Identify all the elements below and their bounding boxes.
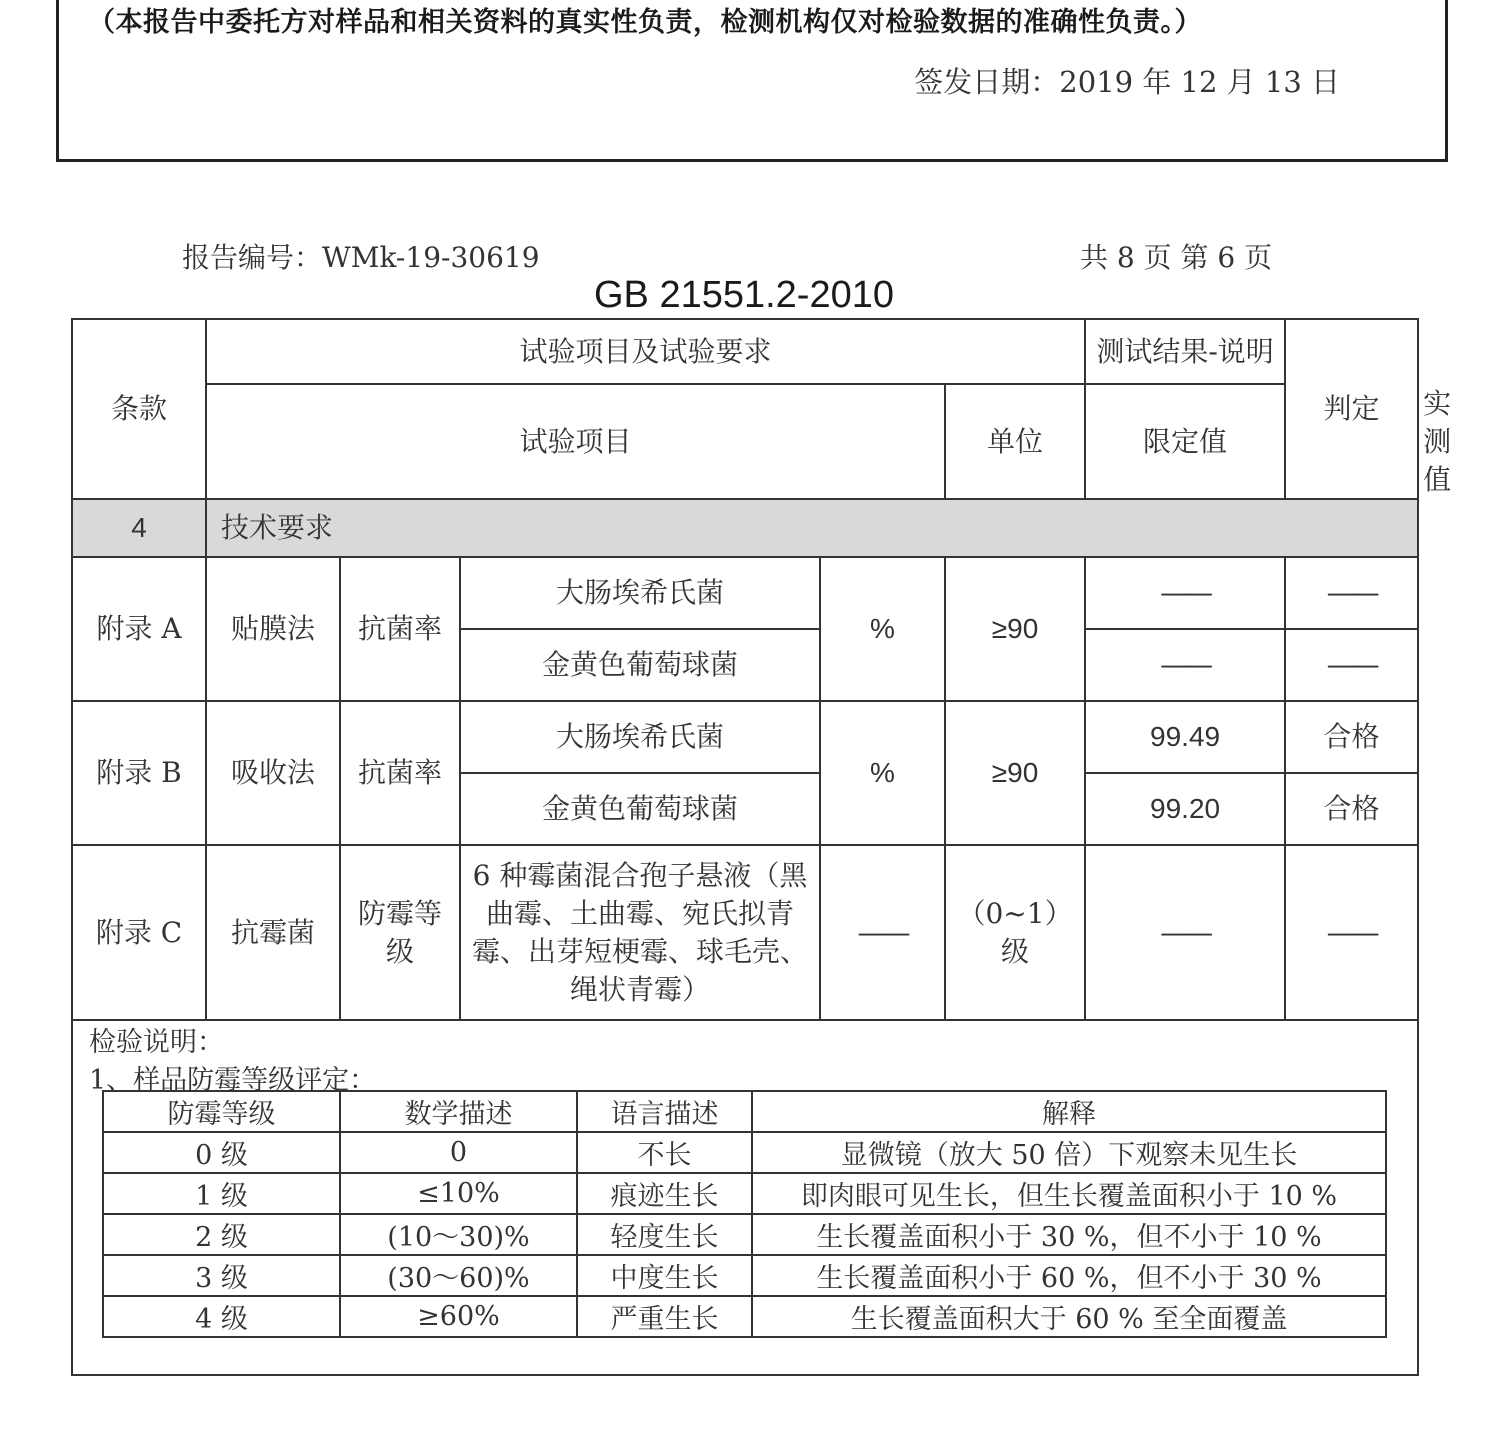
standard-title: GB 21551.2-2010 [593,274,894,316]
grade-cell: 2 级 [103,1214,340,1255]
table-row [103,1173,1386,1214]
grade-cell: 痕迹生长 [577,1173,752,1214]
clause-cell: 附录 A [72,557,206,701]
grade-cell: 严重生长 [577,1296,752,1337]
header-judgment: 判定 [1285,319,1418,499]
table-row [103,1255,1386,1296]
measured-cell: —— [1085,845,1285,1020]
test-results-table: 条款 试验项目及试验要求 测试结果-说明 判定 试验项目 单位 限定值 实测值 4 技术要求 附录 A 贴膜法 抗菌率 大肠埃希氏菌 % ≥90 —— —— 金黄色葡萄球菌 —— —— 附录 B 吸收法 抗菌率 大肠埃希氏菌 % ≥90 99.49 合格 金黄色葡萄球菌 99.20 合格 附录 C 抗霉菌 防霉等级 6 种霉菌混合孢子悬液（黑曲霉、土曲霉、宛氏拟青霉、出芽短梗霉、球毛壳、绳状青霉） —— （0~1）级 —— —— 检验说明： 1、样品防霉等级评定： [71,318,1419,1376]
method-cell: 贴膜法 [206,557,340,701]
grade-cell: 即肉眼可见生长，但生长覆盖面积小于 10 % [752,1173,1386,1214]
grade-cell: (10～30)% [340,1214,577,1255]
unit-cell: % [820,701,945,845]
judgment-cell: —— [1285,557,1418,629]
limit-cell: ≥90 [945,557,1085,701]
table-row [72,701,1418,773]
organism-cell: 金黄色葡萄球菌 [460,629,820,701]
grade-cell: 生长覆盖面积小于 30 %，但不小于 10 % [752,1214,1386,1255]
organism-cell: 大肠埃希氏菌 [460,557,820,629]
judgment-cell: 合格 [1285,773,1418,845]
limit-cell: （0~1）级 [945,845,1085,1020]
header-limit: 限定值 [1085,384,1285,499]
header-clause: 条款 [72,319,206,499]
limit-cell: ≥90 [945,701,1085,845]
table-row [72,557,1418,629]
judgment-cell: 合格 [1285,701,1418,773]
item-cell: 抗菌率 [340,557,460,701]
measured-cell: —— [1085,557,1285,629]
grade-cell: 不长 [577,1132,752,1173]
method-cell: 抗霉菌 [206,845,340,1020]
grade-header: 语言描述 [577,1091,752,1132]
grade-cell: 0 级 [103,1132,340,1173]
page-count: 共 8 页 第 6 页 [1080,241,1273,274]
clause-cell: 附录 C [72,845,206,1020]
section-row [72,499,1418,557]
measured-cell: —— [1085,629,1285,701]
organism-cell: 6 种霉菌混合孢子悬液（黑曲霉、土曲霉、宛氏拟青霉、出芽短梗霉、球毛壳、绳状青霉） [460,845,820,1020]
grade-header: 数学描述 [340,1091,577,1132]
judgment-cell: —— [1285,629,1418,701]
unit-cell: % [820,557,945,701]
header-unit: 单位 [945,384,1085,499]
table-row [103,1214,1386,1255]
notes-title: 检验说明： [89,1027,224,1059]
header-test-items-requirements: 试验项目及试验要求 [206,319,1085,384]
grade-cell: 1 级 [103,1173,340,1214]
grade-cell: ≤10% [340,1173,577,1214]
grade-header: 防霉等级 [103,1091,340,1132]
table-row [103,1296,1386,1337]
method-cell: 吸收法 [206,701,340,845]
report-number: 报告编号：WMk-19-30619 [182,241,540,274]
unit-cell: —— [820,845,945,1020]
grade-cell: 生长覆盖面积大于 60 % 至全面覆盖 [752,1296,1386,1337]
measured-cell: 99.49 [1085,701,1285,773]
table-row [103,1132,1386,1173]
item-cell: 抗菌率 [340,701,460,845]
section-clause: 4 [72,499,206,557]
organism-cell: 大肠埃希氏菌 [460,701,820,773]
grade-cell: 轻度生长 [577,1214,752,1255]
table-row [72,845,1418,1020]
issue-date: 签发日期：2019 年 12 月 13 日 [914,65,1340,99]
grade-cell: 显微镜（放大 50 倍）下观察未见生长 [752,1132,1386,1173]
judgment-cell: —— [1285,845,1418,1020]
organism-cell: 金黄色葡萄球菌 [460,773,820,845]
header-test-item: 试验项目 [206,384,945,499]
section-title: 技术要求 [206,499,1418,557]
grade-cell: 0 [340,1132,577,1173]
grade-header: 解释 [752,1091,1386,1132]
clause-cell: 附录 B [72,701,206,845]
notes-item: 1、样品防霉等级评定： [89,1065,377,1097]
grade-cell: 中度生长 [577,1255,752,1296]
grade-header-row [103,1091,1386,1132]
grade-cell: 生长覆盖面积小于 60 %，但不小于 30 % [752,1255,1386,1296]
measured-cell: 99.20 [1085,773,1285,845]
grade-cell: 3 级 [103,1255,340,1296]
mold-grade-table [102,1090,1387,1338]
disclaimer-text: （本报告中委托方对样品和相关资料的真实性负责，检测机构仅对检验数据的准确性负责。） [88,7,1202,38]
item-cell: 防霉等级 [340,845,460,1020]
grade-cell: (30～60)% [340,1255,577,1296]
header-results: 测试结果-说明 [1085,319,1285,384]
grade-cell: 4 级 [103,1296,340,1337]
grade-cell: ≥60% [340,1296,577,1337]
